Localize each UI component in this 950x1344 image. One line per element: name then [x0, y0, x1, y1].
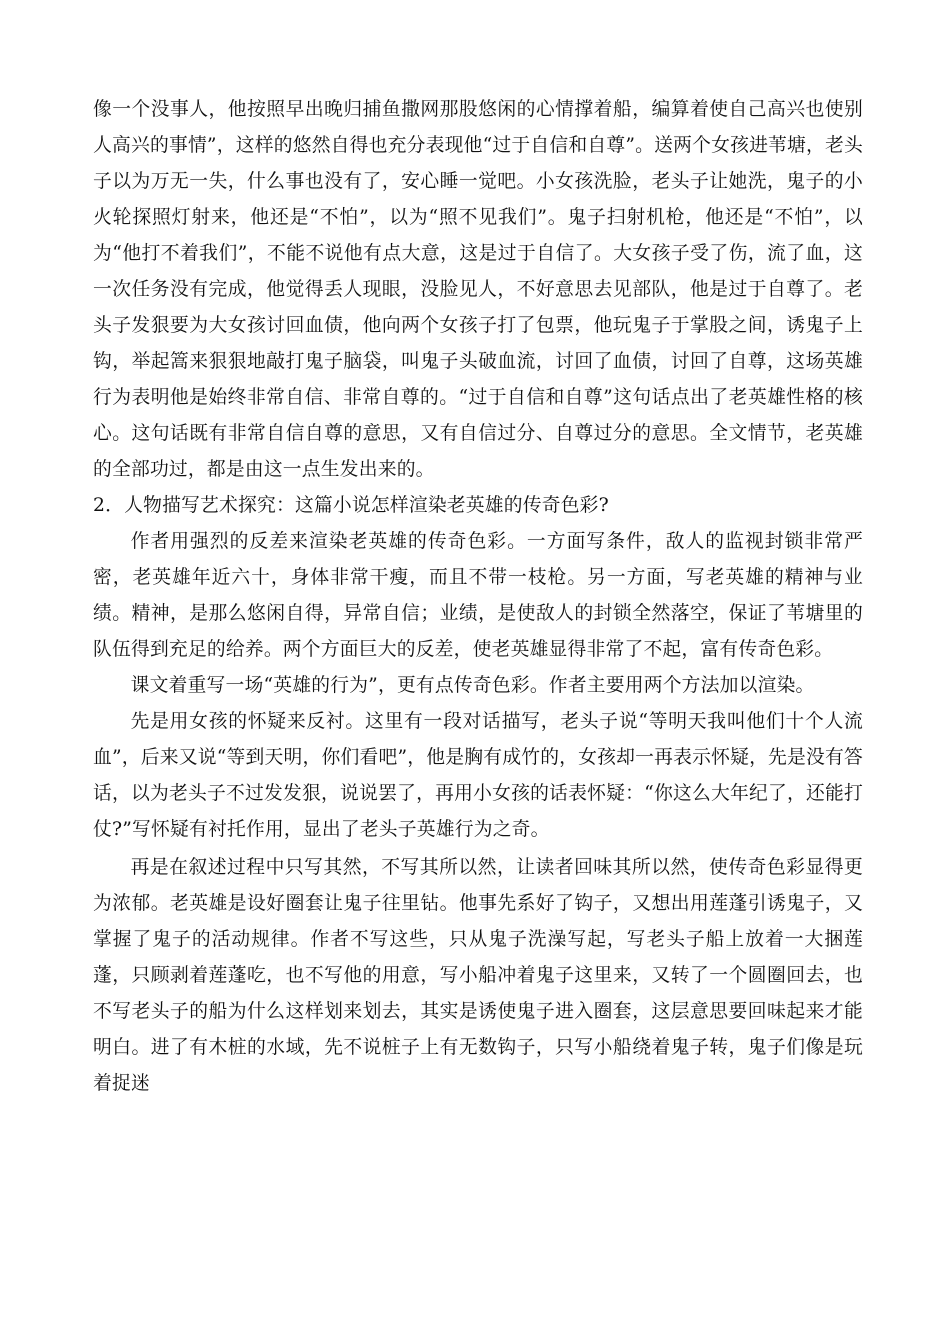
document-body [93, 92, 863, 1102]
paragraph-continuation: 像一个没事人，他按照早出晚归捕鱼撒网那股悠闲的心情撑着船，编算着使自己高兴也使别人高兴的事情”，这样的悠然自得也充分表现他“过于自信和自尊”。送两个女孩进苇塘，老头子以为万无一失，什么事也没有了，安心睡一觉吧。小女孩洗脸，老头子让她洗，鬼子的小火轮探照灯射来，他还是“不怕”，以为“照不见我们”。鬼子扫射机枪，他还是“不怕”，以为“他打不着我们”，不能不说他有点大意，这是过于自信了。大女孩子受了伤，流了血，这一次任务没有完成，他觉得丢人现眼，没脸见人，不好意思去见部队，他是过于自尊了。老头子发狠要为大女孩讨回血债，他向两个女孩子打了包票，他玩鬼子于掌股之间，诱鬼子上钩，举起篙来狠狠地敲打鬼子脑袋，叫鬼子头破血流，讨回了血债，讨回了自尊，这场英雄行为表明他是始终非常自信、非常自尊的。“过于自信和自尊”这句话点出了老英雄性格的核心。这句话既有非常自信自尊的意思，又有自信过分、自尊过分的意思。全文情节，老英雄的全部功过，都是由这一点生发出来的。 [93, 99, 863, 480]
paragraph-contrast: 作者用强烈的反差来渲染老英雄的传奇色彩。一方面写条件，敌人的监视封锁非常严密，老英雄年近六十，身体非常干瘦，而且不带一枝枪。另一方面，写老英雄的精神与业绩。精神，是那么悠闲自得，异常自信；业绩，是使敌人的封锁全然落空，保证了苇塘里的队伍得到充足的给养。两个方面巨大的反差，使老英雄显得非常了不起，富有传奇色彩。 [93, 531, 863, 660]
paragraph-heroic-act: 课文着重写一场“英雄的行为”，更有点传奇色彩。作者主要用两个方法加以渲染。 [130, 675, 815, 696]
paragraph-narration: 再是在叙述过程中只写其然，不写其所以然，让读者回味其所以然，使传奇色彩显得更为浓郁。老英雄是设好圈套让鬼子往里钻。他事先系好了钩子，又想出用莲蓬引诱鬼子，又掌握了鬼子的活动规律。作者不写这些，只从鬼子洗澡写起，写老头子船上放着一大捆莲蓬，只顾剥着莲蓬吃，也不写他的用意，写小船冲着鬼子这里来，又转了一个圆圈回去，也不写老头子的船为什么这样划来划去，其实是诱使鬼子进入圈套，这层意思要回味起来才能明白。进了有木桩的水域，先不说桩子上有无数钩子，只写小船绕着鬼子转，鬼子们像是玩着捉迷 [93, 857, 863, 1094]
paragraph-girls-doubt: 先是用女孩的怀疑来反衬。这里有一段对话描写，老头子说“等明天我叫他们十个人流血”，后来又说“等到天明，你们看吧”，他是胸有成竹的，女孩却一再表示怀疑，先是没有答话，以为老头子不过发发狠，说说罢了，再用小女孩的话表怀疑：“你这么大年纪了，还能打仗?”写怀疑有衬托作用，显出了老头子英雄行为之奇。 [93, 711, 863, 840]
section-heading: 2．人物描写艺术探究：这篇小说怎样渲染老英雄的传奇色彩? [93, 495, 609, 516]
